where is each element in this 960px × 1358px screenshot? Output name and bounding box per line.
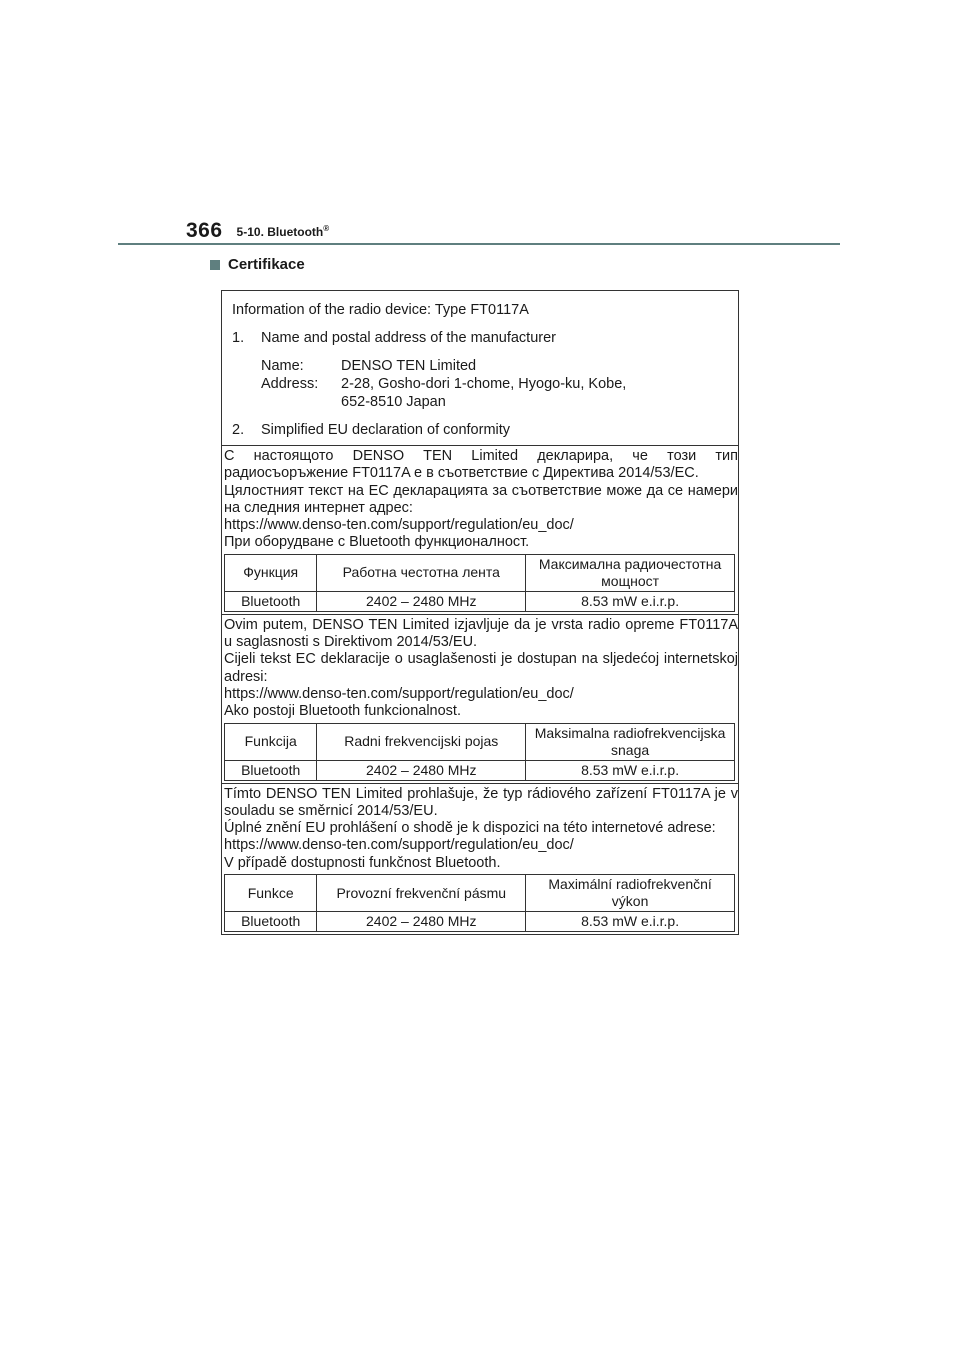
header-rule: [118, 243, 840, 245]
subheading: [210, 256, 305, 273]
address-label: Address:: [261, 376, 319, 392]
table-header-row: [225, 554, 735, 591]
page-header: [186, 215, 329, 243]
section-title: 5-10. Bluetooth®: [236, 224, 330, 239]
table-cell: 2402 – 2480 MHz: [317, 591, 526, 611]
square-bullet-icon: [210, 260, 220, 270]
declaration-bulgarian: [222, 446, 738, 615]
table-header-cell: Provozní frekvenční pásmu: [317, 875, 526, 912]
table-row: [225, 760, 735, 780]
table-cell: 8.53 mW e.i.r.p.: [526, 912, 735, 932]
table-cell: 8.53 mW e.i.r.p.: [526, 591, 735, 611]
declaration-url: https://www.denso-ten.com/support/regulation/eu_doc/: [224, 517, 574, 534]
declaration-text: [222, 784, 738, 872]
table-cell: 8.53 mW e.i.r.p.: [526, 760, 735, 780]
declaration-line: С настоящото DENSO TEN Limited декларира, че този тип радиосъоръжение FT0117A е в съответствие с Директива 2014/53/ЕС.: [224, 448, 738, 482]
manufacturer-address: [261, 357, 728, 411]
declaration-text: [222, 615, 738, 721]
address-line-1: 2-28, Gosho-dori 1-chome, Hyogo-ku, Kobe,: [341, 376, 627, 392]
certification-box: [221, 290, 739, 935]
table-cell: 2402 – 2480 MHz: [317, 912, 526, 932]
declaration-line: При оборудване с Bluetooth функционалност.: [224, 534, 530, 551]
table-header-cell: Funkce: [225, 875, 317, 912]
table-header-row: [225, 875, 735, 912]
info-item-1: 1. Name and postal address of the manufacturer: [232, 330, 556, 346]
declaration-line: Úplné znění EU prohlášení o shodě je k dispozici na této internetové adrese:: [224, 820, 716, 837]
declaration-czech: [222, 784, 738, 932]
table-cell: Bluetooth: [225, 912, 317, 932]
info-title: Information of the radio device: Type FT0117A: [232, 302, 529, 318]
declaration-line: Cijeli tekst EC deklaracije o usaglašenosti je dostupan na sljedećoj internetskoj adresi:: [224, 651, 738, 685]
table-header-cell: Максимална радиочестотна мощност: [526, 554, 735, 591]
table-cell: Bluetooth: [225, 591, 317, 611]
name-value: DENSO TEN Limited: [341, 358, 477, 374]
declaration-url: https://www.denso-ten.com/support/regulation/eu_doc/: [224, 837, 574, 854]
table-header-row: [225, 723, 735, 760]
info-item-2: 2. Simplified EU declaration of conformity: [232, 422, 511, 438]
declaration-line: V případě dostupnosti funkčnost Bluetooth.: [224, 854, 501, 871]
subheading-text: Certifikace: [228, 256, 305, 273]
page-number: 366: [186, 219, 223, 242]
table-row: [225, 591, 735, 611]
declaration-line: Ovim putem, DENSO TEN Limited izjavljuje da je vrsta radio opreme FT0117A u saglasnosti s Direktivom 2014/53/EU.: [224, 616, 738, 651]
table-header-cell: Maksimalna radiofrekvencijska snaga: [526, 723, 735, 760]
table-header-cell: Функция: [225, 554, 317, 591]
table-header-cell: Maximální radiofrekvenční výkon: [526, 875, 735, 912]
declaration-text: [222, 446, 738, 552]
table-header-cell: Работна честотна лента: [317, 554, 526, 591]
registered-mark: ®: [323, 224, 330, 233]
radio-device-info: [222, 291, 738, 446]
name-label: Name:: [261, 358, 304, 374]
table-cell: Bluetooth: [225, 760, 317, 780]
declaration-line: Цялостният текст на ЕС декларацията за съответствие може да се намери на следния интернет адрес:: [224, 482, 738, 516]
bluetooth-spec-table: [224, 723, 735, 781]
table-row: [225, 912, 735, 932]
table-header-cell: Funkcija: [225, 723, 317, 760]
table-cell: 2402 – 2480 MHz: [317, 760, 526, 780]
address-line-2: 652-8510 Japan: [341, 394, 446, 410]
declaration-line: Ako postoji Bluetooth funkcionalnost.: [224, 703, 461, 720]
bluetooth-spec-table: [224, 874, 735, 932]
table-header-cell: Radni frekvencijski pojas: [317, 723, 526, 760]
declaration-url: https://www.denso-ten.com/support/regulation/eu_doc/: [224, 685, 574, 702]
declaration-bosnian: [222, 615, 738, 784]
declaration-line: Tímto DENSO TEN Limited prohlašuje, že typ rádiového zařízení FT0117A je v souladu se směrnicí 2014/53/EU.: [224, 785, 738, 819]
bluetooth-spec-table: [224, 554, 735, 612]
